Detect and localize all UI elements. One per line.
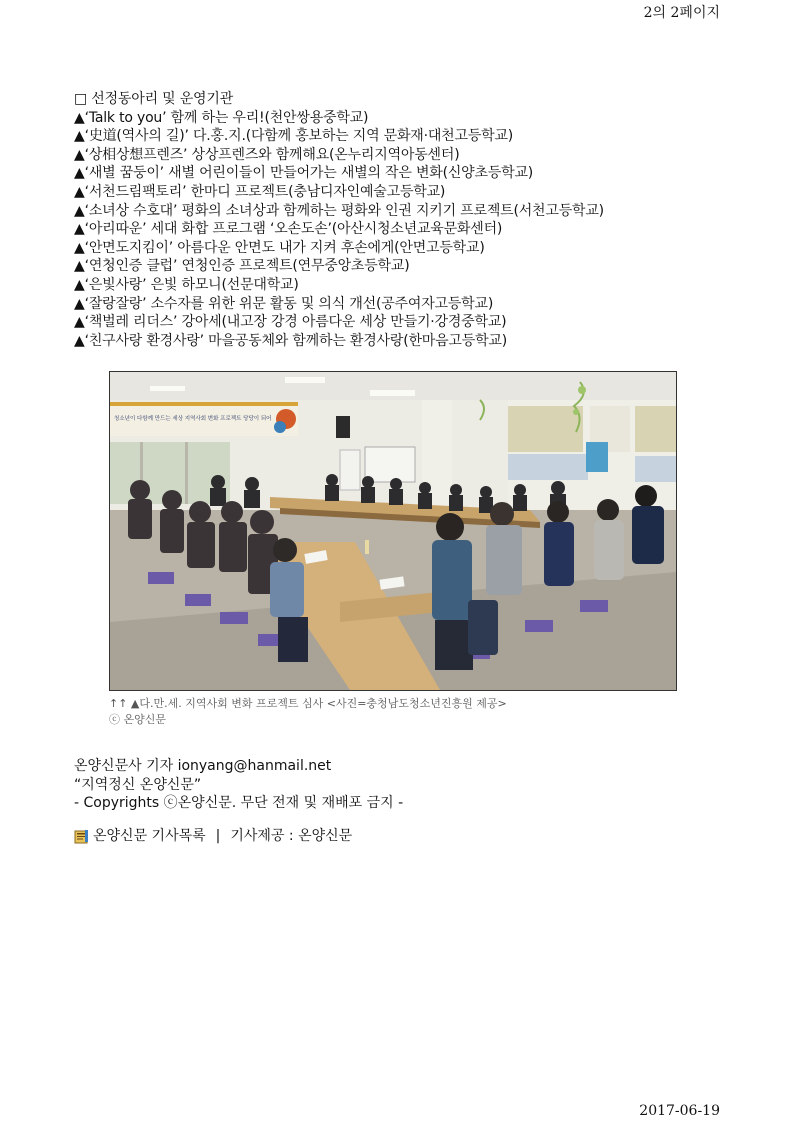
link-separator: |: [215, 828, 221, 844]
print-date: 2017-06-19: [639, 1103, 720, 1119]
club-list: [74, 90, 754, 350]
club-list-item: ▲‘안면도지킴이’ 아름다운 안면도 내가 지켜 후손에게(안면고등학교): [74, 239, 485, 256]
footer-links: [74, 827, 352, 845]
club-list-item: ▲‘잘랑잘랑’ 소수자를 위한 위문 활동 및 의식 개선(공주여자고등학교): [74, 295, 494, 312]
club-list-item: ▲‘친구사랑 환경사랑’ 마을공동체와 함께하는 환경사랑(한마음고등학교): [74, 332, 507, 349]
club-list-item: ▲‘서천드림팩토리’ 한마디 프로젝트(충남디자인예술고등학교): [74, 183, 446, 200]
caption-credit: ⓒ 온양신문: [109, 713, 167, 726]
club-list-item: ▲‘소녀상 수호대’ 평화의 소녀상과 함께하는 평화와 인권 지키기 프로젝트(서천고등학교): [74, 202, 604, 219]
club-list-item: ▲‘새별 꿈둥이’ 새별 어린이들이 만들어가는 새별의 작은 변화(신양초등학교): [74, 165, 534, 182]
club-list-item: ▲‘연청인증 클럽’ 연청인증 프로젝트(연무중앙초등학교): [74, 258, 410, 275]
photo-caption: [109, 696, 507, 728]
club-list-heading: □ 선정동아리 및 운영기관: [74, 91, 234, 107]
club-list-item: ▲‘책벌레 리더스’ 강아세(내고장 강경 아름다운 세상 만들기·강경중학교): [74, 314, 507, 331]
article-photo: [109, 371, 677, 691]
article-provider: 기사제공 : 온양신문: [230, 828, 353, 844]
article-list-link[interactable]: 온양신문 기사목록: [93, 828, 206, 844]
reporter-email: 온양신문사 기자 ionyang@hanmail.net: [74, 758, 332, 774]
copyright-notice: - Copyrights ⓒ온양신문. 무단 전재 및 재배포 금지 -: [74, 795, 404, 811]
club-list-item: ▲‘아리따운’ 세대 화합 프로그램 ‘오손도손’(아산시청소년교육문화센터): [74, 221, 503, 238]
newspaper-icon: [74, 829, 89, 844]
newspaper-slogan: “지역정신 온양신문”: [74, 776, 202, 793]
caption-text: ↑↑ ▲다.만.세. 지역사회 변화 프로젝트 심사 <사진=충청남도청소년진흥원 제공>: [109, 697, 507, 710]
banner-text: 청소년이 다함께 만드는 세상 지역사회 변화 프로젝트 당당이 되어: [114, 416, 272, 422]
club-list-item: ▲‘상相상想프렌즈’ 상상프렌즈와 함께해요(온누리지역아동센터): [74, 146, 460, 163]
page-number: 2의 2페이지: [643, 5, 720, 21]
club-list-item: ▲‘Talk to you’ 함께 하는 우리!(천안쌍용중학교): [74, 109, 369, 126]
club-list-item: ▲‘史道(역사의 길)’ 다.홍.지.(다함께 홍보하는 지역 문화재·대천고등학교): [74, 128, 514, 145]
club-list-item: ▲‘은빛사랑’ 은빛 하모니(선문대학교): [74, 276, 299, 293]
byline: [74, 757, 403, 813]
